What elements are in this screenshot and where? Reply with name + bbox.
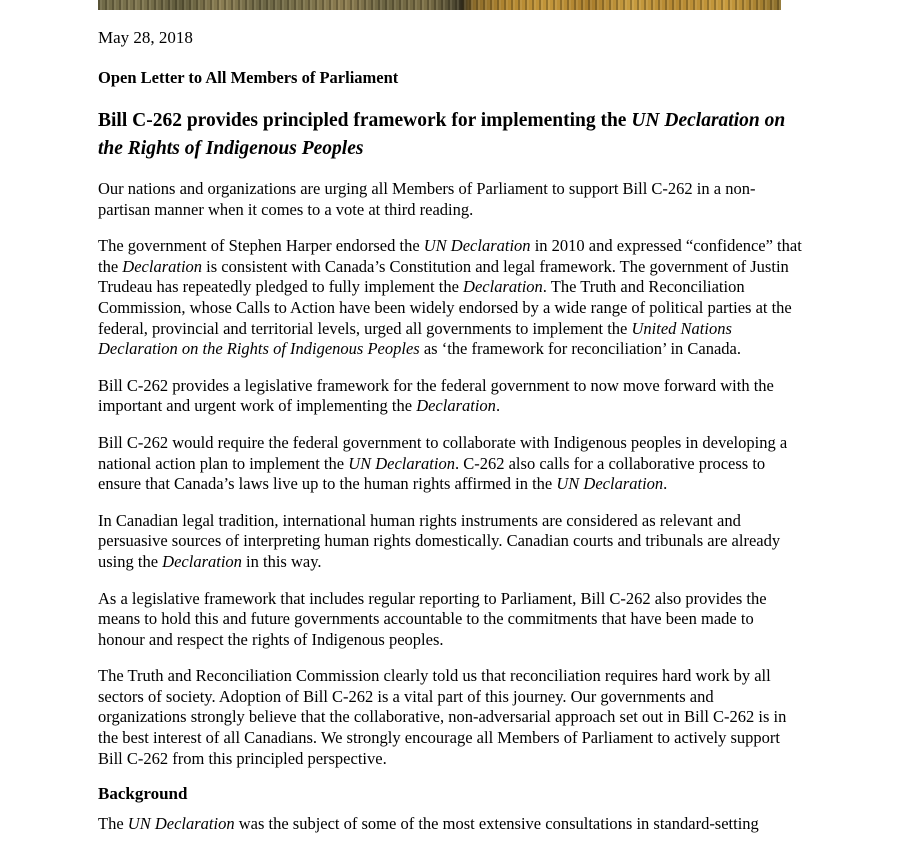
text-run: Declaration [416, 396, 496, 416]
text-run: in 2010 and expressed “confidence” that the [98, 236, 802, 276]
page-title [98, 107, 804, 163]
paragraph [98, 433, 804, 495]
text-run: United Nations Declaration on the Rights of Indigenous Peoples [98, 318, 732, 359]
text-run: Bill C-262 would require the federal government to collaborate with Indigenous peoples in developing a national action plan to implement the [98, 432, 788, 473]
banner-image [98, 0, 781, 10]
text-run: was the subject of some of the most extensive consultations in standard-setting [234, 814, 759, 834]
text-run: is consistent with Canada’s Constitution and legal framework. The government of Justin Trudeau has repeatedly pledged to fully implement the [98, 256, 789, 297]
text-run: Declaration [463, 277, 543, 297]
text-run: UN Declaration [348, 453, 455, 473]
date-line: May 28, 2018 [98, 28, 193, 47]
text-run: Declaration [162, 551, 242, 571]
paragraph [98, 236, 804, 360]
letter-body [98, 179, 804, 769]
text-run: In Canadian legal tradition, international human rights instruments are considered as relevant and persuasive sources of interpreting human rights domestically. Canadian courts and tribunals are already using the [98, 510, 781, 571]
text-run: UN Declaration on the Rights of Indigenous Peoples [98, 110, 786, 159]
section-heading-background: Background [98, 784, 188, 804]
text-run: UN Declaration [423, 236, 531, 256]
text-run: . [495, 396, 501, 416]
paragraph [98, 179, 804, 220]
text-run: . [663, 474, 668, 494]
paragraph [98, 589, 804, 651]
text-run: Declaration [122, 256, 203, 276]
paragraph [98, 376, 804, 417]
text-run: The [98, 814, 128, 834]
text-run: As a legislative framework that includes regular reporting to Parliament, Bill C-262 also provides the means to hold this and future governments accountable to the commitments that have been made to honour and respect the rights of Indigenous peoples. [98, 588, 767, 649]
clipped-paragraph [98, 814, 804, 835]
text-run: Our nations and organizations are urging all Members of Parliament to support Bill C-262 in a non-partisan manner when it comes to a vote at third reading. [98, 179, 756, 219]
paragraph [98, 666, 804, 769]
paragraph [98, 511, 804, 573]
text-run: UN Declaration [556, 474, 664, 494]
text-run: UN Declaration [127, 814, 235, 834]
text-run: Bill C-262 provides a legislative framework for the federal government to now move forward with the important and urgent work of implementing the [98, 375, 774, 416]
text-run: . The Truth and Reconciliation Commission, whose Calls to Action have been widely endorsed by a wide range of political parties at the federal, provincial and territorial levels, urged all governments to implement the [98, 277, 792, 338]
document-content [98, 0, 804, 835]
text-run: Bill C-262 provides principled framework for implementing the [98, 110, 632, 131]
text-run: The Truth and Reconciliation Commission clearly told us that reconciliation requires hard work by all sectors of society. Adoption of Bill C-262 is a vital part of this journey. Our governments and organizations strongly believe that the collaborative, non-adversarial approach set out in Bill C-262 is in the best interest of all Canadians. We strongly encourage all Members of Parliament to actively support Bill C-262 from this principled perspective. [98, 666, 787, 768]
text-run: The government of Stephen Harper endorsed the [98, 236, 424, 256]
letter-subject-heading: Open Letter to All Members of Parliament [98, 68, 399, 87]
text-run: as ‘the framework for reconciliation’ in Canada. [419, 339, 742, 359]
text-run: . C-262 also calls for a collaborative process to ensure that Canada’s laws live up to the human rights affirmed in the [98, 453, 766, 494]
text-run: in this way. [241, 551, 322, 571]
